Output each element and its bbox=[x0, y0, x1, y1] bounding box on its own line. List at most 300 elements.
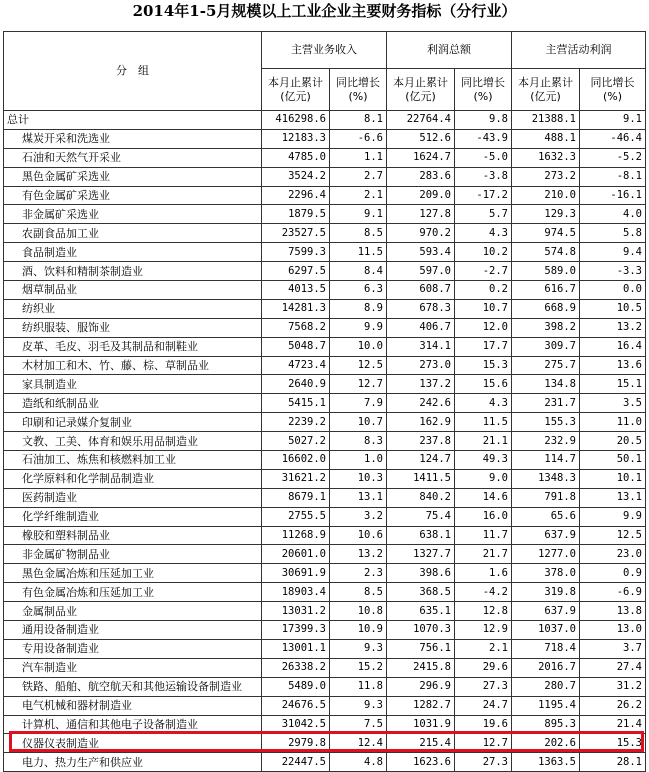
row-value: 8679.1 bbox=[262, 488, 330, 507]
row-value: 13.8 bbox=[580, 602, 646, 621]
col-group-revenue: 主营业务收入 bbox=[262, 32, 387, 69]
row-value: 26338.2 bbox=[262, 658, 330, 677]
table-row bbox=[4, 356, 646, 375]
row-value: 368.5 bbox=[387, 583, 455, 602]
row-value: 1070.3 bbox=[387, 621, 455, 640]
row-value: 137.2 bbox=[387, 375, 455, 394]
table-row bbox=[4, 262, 646, 281]
table-row bbox=[4, 111, 646, 130]
row-value: 275.7 bbox=[512, 356, 580, 375]
row-value: 1411.5 bbox=[387, 469, 455, 488]
row-name: 铁路、船舶、航空航天和其他运输设备制造业 bbox=[4, 677, 262, 696]
sub-col-unit: (%) bbox=[602, 89, 623, 103]
row-name: 电力、热力生产和供应业 bbox=[4, 753, 262, 772]
row-value: 215.4 bbox=[387, 734, 455, 753]
row-value: 14281.3 bbox=[262, 299, 330, 318]
row-value: 24676.5 bbox=[262, 696, 330, 715]
row-value: 1363.5 bbox=[512, 753, 580, 772]
row-value: 9.3 bbox=[330, 696, 387, 715]
row-name: 有色金属矿采选业 bbox=[4, 186, 262, 205]
row-value: -8.1 bbox=[580, 167, 646, 186]
table-row bbox=[4, 602, 646, 621]
row-value: 31.2 bbox=[580, 677, 646, 696]
row-value: 9.0 bbox=[455, 469, 512, 488]
row-value: 15.2 bbox=[330, 658, 387, 677]
row-value: 1282.7 bbox=[387, 696, 455, 715]
row-value: 12.8 bbox=[455, 602, 512, 621]
row-name: 电气机械和器材制造业 bbox=[4, 696, 262, 715]
sub-col-label: 本月止累计 bbox=[393, 75, 448, 89]
row-value: 28.1 bbox=[580, 753, 646, 772]
row-value: 124.7 bbox=[387, 451, 455, 470]
row-value: 589.0 bbox=[512, 262, 580, 281]
row-value: 678.3 bbox=[387, 299, 455, 318]
row-value: 5027.2 bbox=[262, 432, 330, 451]
row-value: 13031.2 bbox=[262, 602, 330, 621]
row-value: 75.4 bbox=[387, 507, 455, 526]
row-value: 15.3 bbox=[455, 356, 512, 375]
row-value: 488.1 bbox=[512, 129, 580, 148]
row-value: 0.2 bbox=[455, 281, 512, 300]
row-value: 1624.7 bbox=[387, 148, 455, 167]
sub-col-label: 同比增长 bbox=[590, 75, 635, 89]
row-value: 13.1 bbox=[330, 488, 387, 507]
row-name: 化学纤维制造业 bbox=[4, 507, 262, 526]
row-value: 8.9 bbox=[330, 299, 387, 318]
row-value: -5.2 bbox=[580, 148, 646, 167]
row-value: 10.9 bbox=[330, 621, 387, 640]
row-name: 石油和天然气开采业 bbox=[4, 148, 262, 167]
row-name: 汽车制造业 bbox=[4, 658, 262, 677]
page-title: 2014年1-5月规模以上工业企业主要财务指标（分行业） bbox=[132, 2, 517, 20]
row-value: 3.5 bbox=[580, 394, 646, 413]
row-value: 3.2 bbox=[330, 507, 387, 526]
row-value: 398.2 bbox=[512, 318, 580, 337]
row-value: 210.0 bbox=[512, 186, 580, 205]
row-value: 10.0 bbox=[330, 337, 387, 356]
row-value: 416298.6 bbox=[262, 111, 330, 130]
row-value: 378.0 bbox=[512, 564, 580, 583]
row-name: 化学原料和化学制品制造业 bbox=[4, 469, 262, 488]
row-value: 13001.1 bbox=[262, 639, 330, 658]
table-row bbox=[4, 375, 646, 394]
row-name: 酒、饮料和精制茶制造业 bbox=[4, 262, 262, 281]
row-value: 12.7 bbox=[330, 375, 387, 394]
table-row bbox=[4, 299, 646, 318]
row-value: 4.3 bbox=[455, 224, 512, 243]
row-value: 406.7 bbox=[387, 318, 455, 337]
row-value: 309.7 bbox=[512, 337, 580, 356]
row-value: 638.1 bbox=[387, 526, 455, 545]
row-value: 10.1 bbox=[580, 469, 646, 488]
row-value: 9.8 bbox=[455, 111, 512, 130]
sub-col-unit: (亿元) bbox=[530, 89, 561, 103]
row-value: 11.5 bbox=[330, 243, 387, 262]
row-value: 12.9 bbox=[455, 621, 512, 640]
table-row bbox=[4, 583, 646, 602]
row-value: -2.7 bbox=[455, 262, 512, 281]
row-value: 756.1 bbox=[387, 639, 455, 658]
row-value: 7568.2 bbox=[262, 318, 330, 337]
row-value: 895.3 bbox=[512, 715, 580, 734]
row-value: 13.1 bbox=[580, 488, 646, 507]
row-name: 煤炭开采和洗选业 bbox=[4, 129, 262, 148]
row-value: 637.9 bbox=[512, 602, 580, 621]
table-row bbox=[4, 469, 646, 488]
row-name: 纺织服装、服饰业 bbox=[4, 318, 262, 337]
row-value: 16602.0 bbox=[262, 451, 330, 470]
row-name: 石油加工、炼焦和核燃料加工业 bbox=[4, 451, 262, 470]
table-row bbox=[4, 413, 646, 432]
row-value: 718.4 bbox=[512, 639, 580, 658]
row-value: 49.3 bbox=[455, 451, 512, 470]
row-name: 金属制品业 bbox=[4, 602, 262, 621]
row-value: -3.8 bbox=[455, 167, 512, 186]
sub-col-label: 同比增长 bbox=[461, 75, 505, 89]
row-value: 8.4 bbox=[330, 262, 387, 281]
table-row bbox=[4, 621, 646, 640]
row-value: 242.6 bbox=[387, 394, 455, 413]
row-name: 农副食品加工业 bbox=[4, 224, 262, 243]
row-value: 13.6 bbox=[580, 356, 646, 375]
row-value: -3.3 bbox=[580, 262, 646, 281]
row-name: 计算机、通信和其他电子设备制造业 bbox=[4, 715, 262, 734]
table-row bbox=[4, 715, 646, 734]
row-name: 非金属矿采选业 bbox=[4, 205, 262, 224]
group-header: 分 组 bbox=[4, 32, 262, 111]
row-value: 1632.3 bbox=[512, 148, 580, 167]
row-value: 10.7 bbox=[330, 413, 387, 432]
row-value: 2296.4 bbox=[262, 186, 330, 205]
row-value: 398.6 bbox=[387, 564, 455, 583]
row-value: 20.5 bbox=[580, 432, 646, 451]
table-row bbox=[4, 148, 646, 167]
row-value: 21.7 bbox=[455, 545, 512, 564]
row-value: 974.5 bbox=[512, 224, 580, 243]
row-value: 8.5 bbox=[330, 583, 387, 602]
row-name: 仪器仪表制造业 bbox=[4, 734, 262, 753]
row-value: 27.4 bbox=[580, 658, 646, 677]
row-value: 15.1 bbox=[580, 375, 646, 394]
col-group-operating-profit: 主营活动利润 bbox=[512, 32, 646, 69]
row-name: 总计 bbox=[4, 111, 262, 130]
table-row bbox=[4, 432, 646, 451]
row-value: 1.0 bbox=[330, 451, 387, 470]
row-value: 11.7 bbox=[455, 526, 512, 545]
row-value: 12.5 bbox=[330, 356, 387, 375]
row-value: 10.6 bbox=[330, 526, 387, 545]
row-name: 医药制造业 bbox=[4, 488, 262, 507]
row-value: 1031.9 bbox=[387, 715, 455, 734]
table-row bbox=[4, 658, 646, 677]
row-value: 2415.8 bbox=[387, 658, 455, 677]
row-value: 2755.5 bbox=[262, 507, 330, 526]
row-name: 食品制造业 bbox=[4, 243, 262, 262]
table-row bbox=[4, 451, 646, 470]
row-value: 2.1 bbox=[455, 639, 512, 658]
row-value: 7599.3 bbox=[262, 243, 330, 262]
row-name: 黑色金属矿采选业 bbox=[4, 167, 262, 186]
row-value: 9.1 bbox=[330, 205, 387, 224]
sub-col-header bbox=[262, 69, 330, 111]
row-value: 2640.9 bbox=[262, 375, 330, 394]
row-value: 22764.4 bbox=[387, 111, 455, 130]
row-value: 319.8 bbox=[512, 583, 580, 602]
row-value: 22447.5 bbox=[262, 753, 330, 772]
row-value: 17399.3 bbox=[262, 621, 330, 640]
table-row bbox=[4, 167, 646, 186]
row-value: 15.3 bbox=[580, 734, 646, 753]
row-value: 5048.7 bbox=[262, 337, 330, 356]
row-value: 10.7 bbox=[455, 299, 512, 318]
row-value: 5489.0 bbox=[262, 677, 330, 696]
row-value: 314.1 bbox=[387, 337, 455, 356]
row-value: 65.6 bbox=[512, 507, 580, 526]
row-value: 21388.1 bbox=[512, 111, 580, 130]
row-value: 202.6 bbox=[512, 734, 580, 753]
row-name: 橡胶和塑料制品业 bbox=[4, 526, 262, 545]
row-value: 4723.4 bbox=[262, 356, 330, 375]
row-value: -4.2 bbox=[455, 583, 512, 602]
row-value: 23.0 bbox=[580, 545, 646, 564]
row-value: -46.4 bbox=[580, 129, 646, 148]
row-value: 791.8 bbox=[512, 488, 580, 507]
table-row bbox=[4, 488, 646, 507]
row-value: 4.0 bbox=[580, 205, 646, 224]
row-value: 27.3 bbox=[455, 677, 512, 696]
table-row bbox=[4, 545, 646, 564]
row-value: 23527.5 bbox=[262, 224, 330, 243]
row-name: 烟草制品业 bbox=[4, 281, 262, 300]
row-value: 970.2 bbox=[387, 224, 455, 243]
row-value: 574.8 bbox=[512, 243, 580, 262]
sub-col-unit: (%) bbox=[348, 89, 368, 103]
row-value: 4.8 bbox=[330, 753, 387, 772]
row-value: 635.1 bbox=[387, 602, 455, 621]
row-name: 纺织业 bbox=[4, 299, 262, 318]
row-value: 2.7 bbox=[330, 167, 387, 186]
row-value: 9.1 bbox=[580, 111, 646, 130]
sub-col-unit: (亿元) bbox=[405, 89, 436, 103]
row-value: 11.5 bbox=[455, 413, 512, 432]
row-name: 有色金属冶炼和压延加工业 bbox=[4, 583, 262, 602]
row-value: 209.0 bbox=[387, 186, 455, 205]
row-value: 50.1 bbox=[580, 451, 646, 470]
row-value: 4785.0 bbox=[262, 148, 330, 167]
row-value: -6.6 bbox=[330, 129, 387, 148]
row-name: 家具制造业 bbox=[4, 375, 262, 394]
row-value: 1277.0 bbox=[512, 545, 580, 564]
row-value: 237.8 bbox=[387, 432, 455, 451]
row-value: 616.7 bbox=[512, 281, 580, 300]
row-value: 11268.9 bbox=[262, 526, 330, 545]
col-group-total-profit: 利润总额 bbox=[387, 32, 512, 69]
row-value: 129.3 bbox=[512, 205, 580, 224]
row-value: 10.3 bbox=[330, 469, 387, 488]
sub-col-unit: (亿元) bbox=[280, 89, 311, 103]
row-value: 231.7 bbox=[512, 394, 580, 413]
row-value: 1037.0 bbox=[512, 621, 580, 640]
table-row bbox=[4, 318, 646, 337]
row-value: 273.2 bbox=[512, 167, 580, 186]
row-value: 232.9 bbox=[512, 432, 580, 451]
row-value: 1.1 bbox=[330, 148, 387, 167]
row-value: 31042.5 bbox=[262, 715, 330, 734]
table-row bbox=[4, 639, 646, 658]
row-name: 皮革、毛皮、羽毛及其制品和制鞋业 bbox=[4, 337, 262, 356]
row-name: 黑色金属冶炼和压延加工业 bbox=[4, 564, 262, 583]
row-value: 296.9 bbox=[387, 677, 455, 696]
row-value: 16.4 bbox=[580, 337, 646, 356]
row-value: 2979.8 bbox=[262, 734, 330, 753]
row-value: 14.6 bbox=[455, 488, 512, 507]
row-value: 29.6 bbox=[455, 658, 512, 677]
row-value: 8.3 bbox=[330, 432, 387, 451]
row-value: 1195.4 bbox=[512, 696, 580, 715]
row-value: 16.0 bbox=[455, 507, 512, 526]
row-value: 668.9 bbox=[512, 299, 580, 318]
row-value: 280.7 bbox=[512, 677, 580, 696]
row-value: 608.7 bbox=[387, 281, 455, 300]
row-value: 19.6 bbox=[455, 715, 512, 734]
row-value: 8.5 bbox=[330, 224, 387, 243]
row-value: 30691.9 bbox=[262, 564, 330, 583]
row-value: 127.8 bbox=[387, 205, 455, 224]
row-name: 造纸和纸制品业 bbox=[4, 394, 262, 413]
row-value: -16.1 bbox=[580, 186, 646, 205]
row-value: 0.0 bbox=[580, 281, 646, 300]
table-row bbox=[4, 337, 646, 356]
row-value: 21.4 bbox=[580, 715, 646, 734]
row-value: 7.9 bbox=[330, 394, 387, 413]
row-value: 9.4 bbox=[580, 243, 646, 262]
row-value: 3524.2 bbox=[262, 167, 330, 186]
row-value: 6.3 bbox=[330, 281, 387, 300]
row-value: 11.8 bbox=[330, 677, 387, 696]
row-value: 1.6 bbox=[455, 564, 512, 583]
row-value: 17.7 bbox=[455, 337, 512, 356]
row-value: 7.5 bbox=[330, 715, 387, 734]
row-value: 5415.1 bbox=[262, 394, 330, 413]
table-row bbox=[4, 526, 646, 545]
row-value: 1327.7 bbox=[387, 545, 455, 564]
table-row bbox=[4, 394, 646, 413]
sub-col-label: 同比增长 bbox=[336, 75, 380, 89]
table-row bbox=[4, 564, 646, 583]
row-value: 283.6 bbox=[387, 167, 455, 186]
row-value: -6.9 bbox=[580, 583, 646, 602]
table-row bbox=[4, 696, 646, 715]
table-row bbox=[4, 129, 646, 148]
row-name: 文教、工美、体育和娱乐用品制造业 bbox=[4, 432, 262, 451]
sub-col-label: 本月止累计 bbox=[518, 75, 573, 89]
row-value: 9.3 bbox=[330, 639, 387, 658]
row-value: 13.2 bbox=[330, 545, 387, 564]
table-row bbox=[4, 186, 646, 205]
row-value: 12.7 bbox=[455, 734, 512, 753]
row-value: 162.9 bbox=[387, 413, 455, 432]
table-row bbox=[4, 243, 646, 262]
row-value: 593.4 bbox=[387, 243, 455, 262]
row-value: 2.1 bbox=[330, 186, 387, 205]
row-value: 3.7 bbox=[580, 639, 646, 658]
row-value: 134.8 bbox=[512, 375, 580, 394]
row-value: -43.9 bbox=[455, 129, 512, 148]
row-value: 840.2 bbox=[387, 488, 455, 507]
row-value: 1348.3 bbox=[512, 469, 580, 488]
row-value: 637.9 bbox=[512, 526, 580, 545]
row-value: 4.3 bbox=[455, 394, 512, 413]
row-value: 9.9 bbox=[330, 318, 387, 337]
row-value: 5.7 bbox=[455, 205, 512, 224]
sub-col-header bbox=[330, 69, 387, 111]
row-value: 12.0 bbox=[455, 318, 512, 337]
row-value: -5.0 bbox=[455, 148, 512, 167]
table-row bbox=[4, 753, 646, 772]
row-value: 1879.5 bbox=[262, 205, 330, 224]
row-value: 4013.5 bbox=[262, 281, 330, 300]
row-value: 10.2 bbox=[455, 243, 512, 262]
row-value: 2.3 bbox=[330, 564, 387, 583]
row-value: 13.0 bbox=[580, 621, 646, 640]
sub-col-header bbox=[455, 69, 512, 111]
row-value: 0.9 bbox=[580, 564, 646, 583]
row-name: 通用设备制造业 bbox=[4, 621, 262, 640]
row-value: 2016.7 bbox=[512, 658, 580, 677]
row-value: 2239.2 bbox=[262, 413, 330, 432]
row-value: 512.6 bbox=[387, 129, 455, 148]
row-name: 专用设备制造业 bbox=[4, 639, 262, 658]
row-value: 21.1 bbox=[455, 432, 512, 451]
row-value: 26.2 bbox=[580, 696, 646, 715]
row-value: 12.5 bbox=[580, 526, 646, 545]
row-name: 印刷和记录媒介复制业 bbox=[4, 413, 262, 432]
sub-col-header bbox=[512, 69, 580, 111]
table-row bbox=[4, 507, 646, 526]
row-value: -17.2 bbox=[455, 186, 512, 205]
row-name: 木材加工和木、竹、藤、棕、草制品业 bbox=[4, 356, 262, 375]
row-value: 114.7 bbox=[512, 451, 580, 470]
row-value: 20601.0 bbox=[262, 545, 330, 564]
table-row bbox=[4, 205, 646, 224]
sub-col-header bbox=[387, 69, 455, 111]
row-value: 27.3 bbox=[455, 753, 512, 772]
sub-col-unit: (%) bbox=[473, 89, 493, 103]
table-row bbox=[4, 677, 646, 696]
row-value: 5.8 bbox=[580, 224, 646, 243]
row-value: 9.9 bbox=[580, 507, 646, 526]
row-name: 非金属矿物制品业 bbox=[4, 545, 262, 564]
row-value: 1623.6 bbox=[387, 753, 455, 772]
row-value: 31621.2 bbox=[262, 469, 330, 488]
row-value: 8.1 bbox=[330, 111, 387, 130]
row-value: 10.8 bbox=[330, 602, 387, 621]
row-value: 10.5 bbox=[580, 299, 646, 318]
row-value: 12.4 bbox=[330, 734, 387, 753]
row-value: 11.0 bbox=[580, 413, 646, 432]
table-row bbox=[4, 281, 646, 300]
row-value: 12183.3 bbox=[262, 129, 330, 148]
financial-indicators-table bbox=[3, 31, 646, 772]
sub-col-label: 本月止累计 bbox=[268, 75, 323, 89]
row-value: 6297.5 bbox=[262, 262, 330, 281]
row-value: 273.0 bbox=[387, 356, 455, 375]
row-value: 597.0 bbox=[387, 262, 455, 281]
row-value: 18903.4 bbox=[262, 583, 330, 602]
row-value: 24.7 bbox=[455, 696, 512, 715]
row-value: 13.2 bbox=[580, 318, 646, 337]
row-value: 15.6 bbox=[455, 375, 512, 394]
